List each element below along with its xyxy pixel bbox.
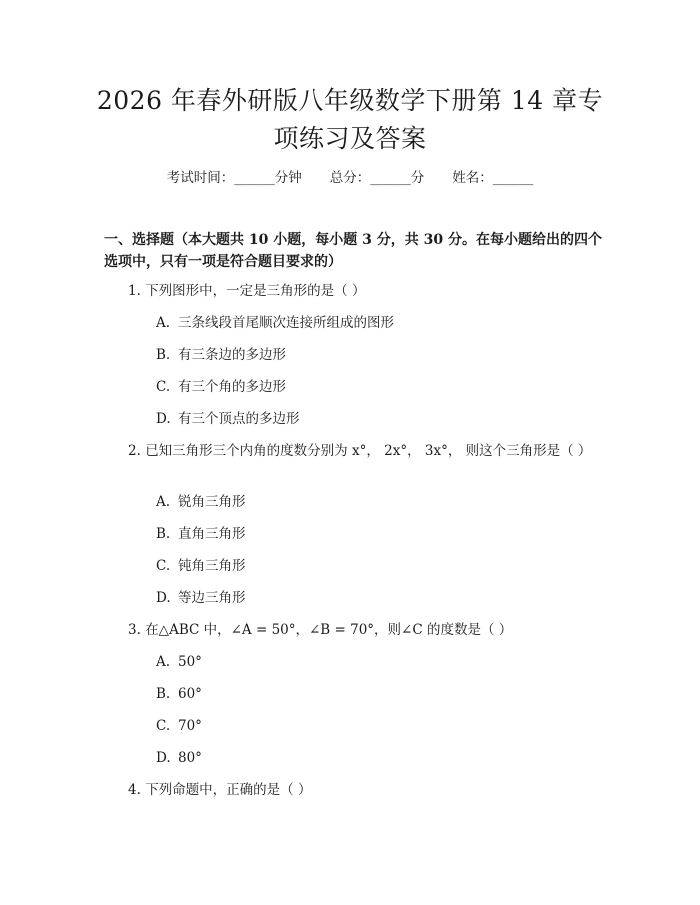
option-3d — [156, 748, 596, 768]
option-text: 80° — [178, 750, 202, 766]
option-text: 有三个顶点的多边形 — [178, 411, 300, 427]
option-label: B. — [156, 686, 171, 702]
option-text: 60° — [178, 686, 202, 702]
title-line-2: 项练习及答案 — [273, 124, 427, 153]
option-label: D. — [156, 411, 171, 427]
option-2a — [156, 492, 596, 512]
option-text: 有三个角的多边形 — [178, 379, 286, 395]
option-1a — [156, 313, 596, 333]
option-text: 50° — [178, 654, 202, 670]
title-line-1: 2026 年春外研版八年级数学下册第 14 章专 — [96, 86, 604, 115]
option-3c — [156, 716, 596, 736]
question-number: 2. — [128, 443, 141, 459]
exam-info — [0, 168, 700, 188]
option-label: C. — [156, 379, 171, 395]
option-3b — [156, 684, 596, 704]
question-text: 在△ABC 中，∠A = 50°，∠B = 70°，则∠C 的度数是（ ） — [145, 622, 513, 638]
question-text: 已知三角形三个内角的度数分别为 x°， 2x°， 3x°， 则这个三角形是（ ） — [145, 443, 592, 459]
question-3 — [128, 620, 598, 640]
option-text: 直角三角形 — [178, 526, 246, 542]
option-text: 70° — [178, 718, 202, 734]
option-1b — [156, 345, 596, 365]
document-title — [60, 82, 640, 158]
option-1c — [156, 377, 596, 397]
question-4 — [128, 780, 598, 800]
option-label: C. — [156, 558, 171, 574]
section-heading: 一、选择题（本大题共 10 小题，每小题 3 分，共 30 分。在每小题给出的四个选项中，只有一项是符合题目要求的） — [104, 232, 602, 270]
option-label: B. — [156, 347, 171, 363]
option-label: A. — [156, 654, 171, 670]
option-2b — [156, 524, 596, 544]
option-1d — [156, 409, 596, 429]
question-number: 1. — [128, 283, 141, 299]
question-text: 下列命题中，正确的是（ ） — [145, 782, 312, 798]
option-text: 钝角三角形 — [178, 558, 246, 574]
student-name-field: 姓名：______ — [452, 170, 534, 186]
option-text: 锐角三角形 — [178, 494, 246, 510]
option-text: 等边三角形 — [178, 590, 246, 606]
option-2c — [156, 556, 596, 576]
option-label: C. — [156, 718, 171, 734]
question-2 — [104, 438, 596, 464]
option-label: D. — [156, 590, 171, 606]
option-label: D. — [156, 750, 171, 766]
option-label: A. — [156, 494, 171, 510]
exam-time-field: 考试时间：______分钟 — [166, 170, 302, 186]
option-3a — [156, 652, 596, 672]
question-1 — [128, 281, 598, 301]
question-number: 4. — [128, 782, 141, 798]
total-score-field: 总分：______分 — [329, 170, 425, 186]
question-text: 下列图形中，一定是三角形的是（ ） — [145, 283, 366, 299]
option-text: 有三条边的多边形 — [178, 347, 286, 363]
option-label: A. — [156, 315, 171, 331]
question-number: 3. — [128, 622, 141, 638]
option-2d — [156, 588, 596, 608]
option-text: 三条线段首尾顺次连接所组成的图形 — [178, 315, 394, 331]
option-label: B. — [156, 526, 171, 542]
